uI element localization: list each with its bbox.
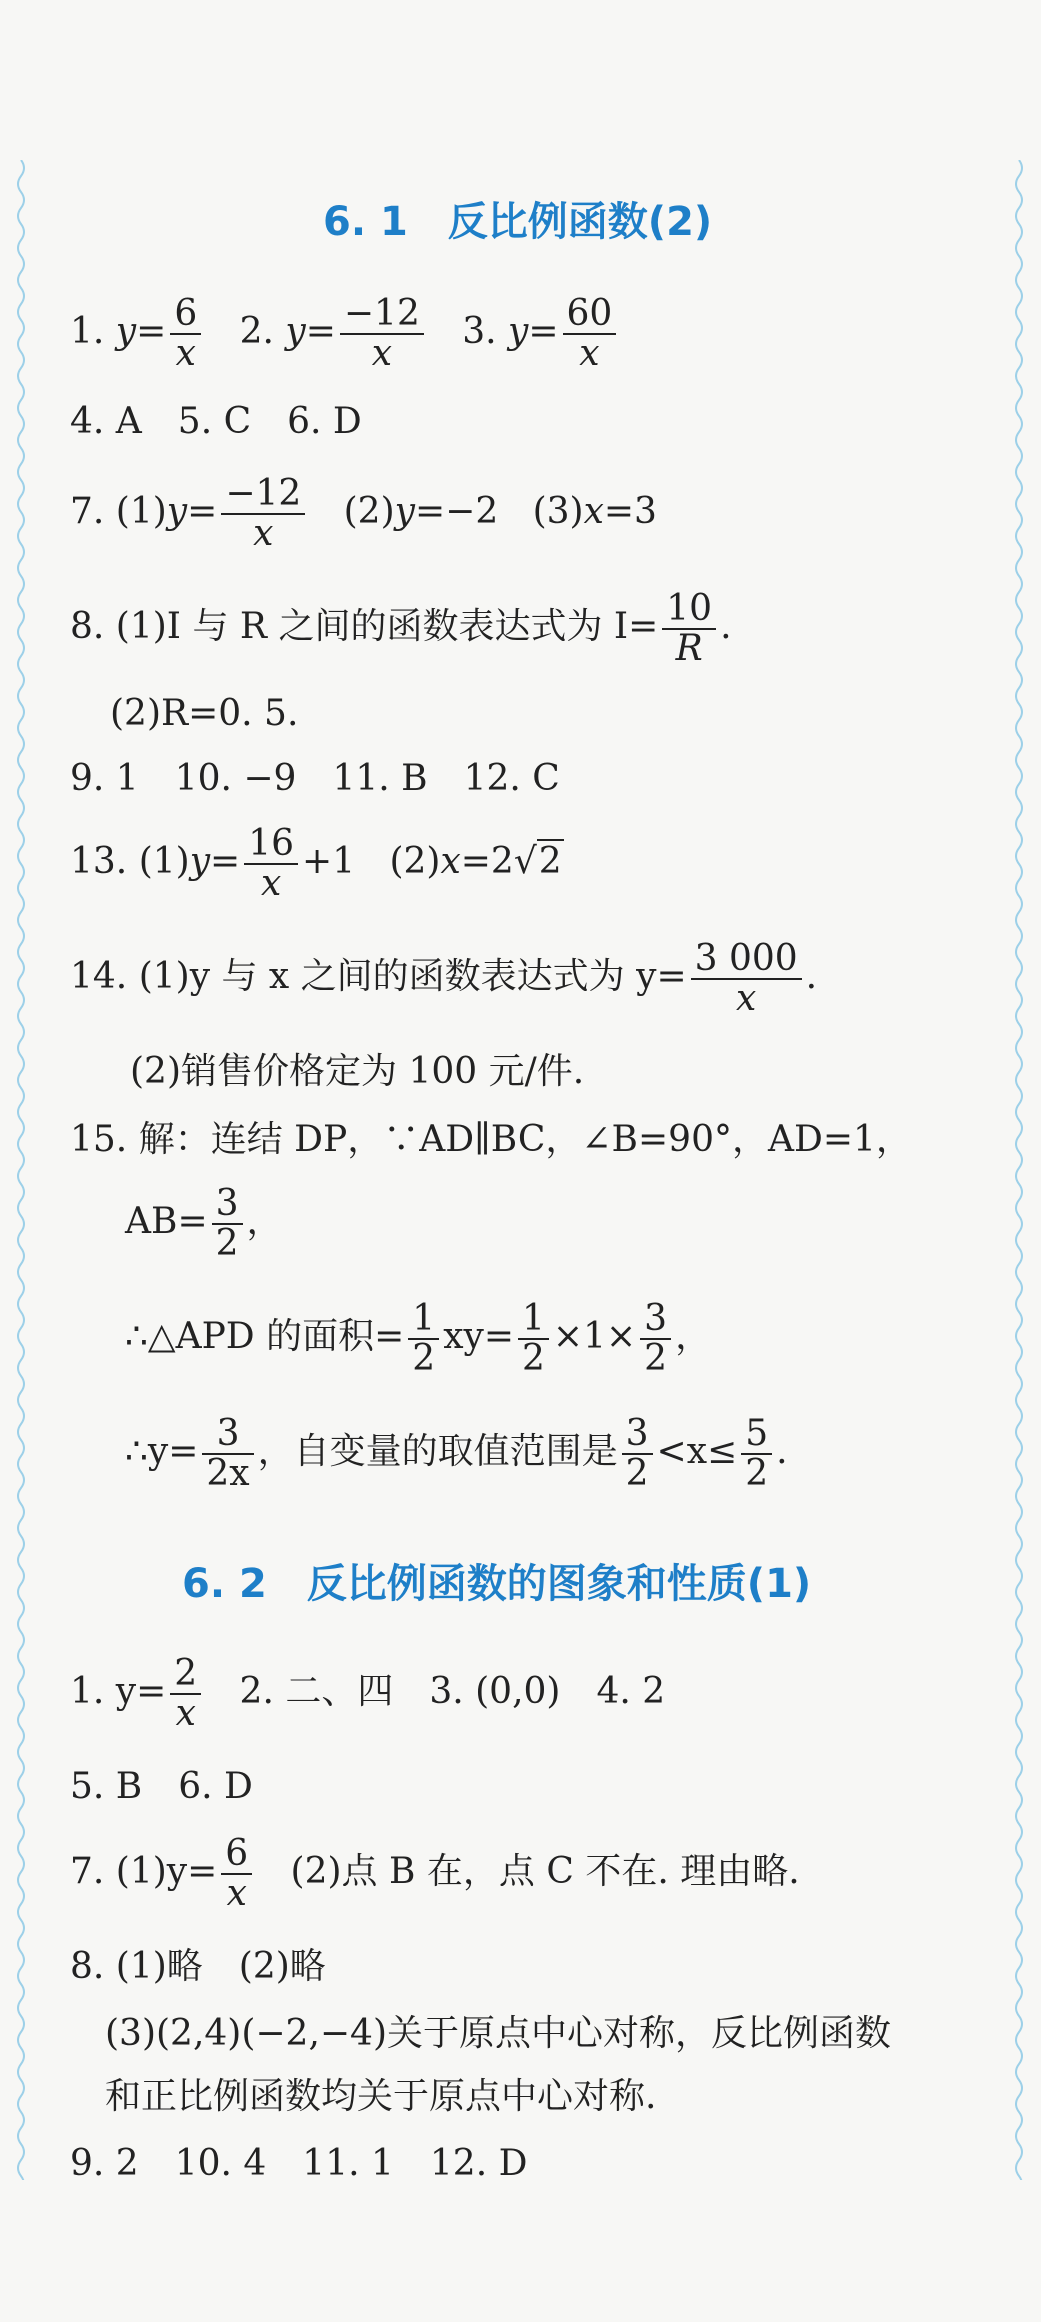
numerator: 6	[221, 1835, 252, 1875]
answer-line-s2-7	[70, 1835, 800, 1913]
denominator: 2	[412, 1338, 436, 1379]
answer-line-s2-5-6: 5. B 6. D	[70, 1766, 253, 1807]
q15b-end: ，	[246, 1201, 283, 1242]
denominator: x	[226, 1873, 247, 1914]
numerator: −12	[221, 475, 305, 515]
fraction	[640, 1300, 671, 1378]
numerator: 16	[244, 825, 298, 865]
radicand: 2	[538, 841, 562, 882]
fraction	[244, 825, 298, 903]
q15c-mid1: xy=	[443, 1316, 515, 1357]
q2-eq: =	[305, 311, 336, 352]
q15d-pre: ∴y=	[125, 1431, 199, 1472]
wavy-border-right	[1012, 160, 1026, 2180]
denominator: R	[675, 628, 703, 669]
answer-line-9-12: 9. 1 10. −9 11. B 12. C	[70, 758, 560, 799]
denominator: 2	[522, 1338, 545, 1379]
denominator: x	[175, 333, 196, 374]
q15c-mid2: ×1×	[552, 1316, 637, 1357]
answer-line-4-6: 4. A 5. C 6. D	[70, 401, 362, 442]
answer-line-s2-8b: (3)(2,4)(−2,−4)关于原点中心对称，反比例函数	[105, 2013, 892, 2054]
numerator: −12	[340, 295, 424, 335]
fraction	[202, 1415, 253, 1493]
numerator: 6	[170, 295, 201, 335]
denominator: 2	[215, 1223, 239, 1264]
answer-line-1-3: 1. y= $\frac{6}{x}$ 2. y= $\frac{-12}{x}$ 3. y= $\frac{60}{x}$	[70, 295, 620, 373]
fraction	[221, 1835, 252, 1913]
fraction	[170, 295, 201, 373]
fraction	[340, 295, 424, 373]
answer-line-8a	[70, 590, 732, 668]
s2-q2-4: 2. 二、四 3. (0,0) 4. 2	[239, 1671, 666, 1712]
denominator: 2	[745, 1453, 769, 1494]
q14-end: .	[805, 956, 818, 997]
q15d-end: .	[776, 1431, 788, 1472]
fraction	[662, 590, 716, 668]
q15d-mid: ，自变量的取值范围是	[257, 1431, 618, 1472]
numerator: 10	[662, 590, 716, 630]
numerator: 5	[741, 1415, 772, 1455]
q7-part2: (2)	[343, 491, 395, 532]
denominator: 2	[625, 1453, 649, 1494]
fraction	[563, 295, 617, 373]
q13-prefix: 13. (1)	[70, 841, 190, 882]
numerator: 3	[622, 1415, 653, 1455]
q2-prefix: 2.	[239, 311, 286, 352]
numerator: 3	[202, 1415, 253, 1455]
q1-eq: =	[136, 311, 167, 352]
denominator: 2	[644, 1338, 668, 1379]
denominator: x	[371, 333, 393, 374]
numerator: 3 000	[691, 940, 802, 980]
q8-text: 8. (1)I 与 R 之间的函数表达式为 I=	[70, 606, 659, 647]
q7-part2-value: =−2	[414, 491, 499, 532]
fraction	[741, 1415, 772, 1493]
numerator: 3	[640, 1300, 671, 1340]
denominator: x	[253, 513, 274, 554]
answer-line-15a: 15. 解：连结 DP，∵AD∥BC，∠B=90°，AD=1，	[70, 1119, 912, 1160]
q3-eq: =	[528, 311, 559, 352]
q13-part2-value: =2	[460, 841, 514, 882]
q14-text: 14. (1)y 与 x 之间的函数表达式为 y=	[70, 956, 687, 997]
denominator: x	[260, 863, 282, 904]
answer-line-15d	[125, 1415, 788, 1493]
q13-after: +1	[302, 841, 356, 882]
numerator: 1	[518, 1300, 549, 1340]
q7-part3: (3)	[532, 491, 584, 532]
q15c-pre: ∴△APD 的面积=	[125, 1316, 405, 1357]
q3-prefix: 3.	[462, 311, 508, 352]
answer-line-15c	[125, 1300, 711, 1378]
wavy-border-left	[14, 160, 28, 2180]
answer-line-s2-9-12: 9. 2 10. 4 11. 1 12. D	[70, 2143, 528, 2184]
section-title-6-2: 6. 2 反比例函数的图象和性质(1)	[182, 1561, 812, 1607]
fraction	[212, 1185, 243, 1263]
q1-prefix: 1.	[70, 311, 116, 352]
answer-line-s2-8c: 和正比例函数均关于原点中心对称.	[105, 2076, 657, 2117]
answer-line-13: 13. (1)y= $\frac{16}{x}$ +1 (2)x=2√2	[70, 823, 562, 904]
denominator: 2x	[206, 1453, 250, 1494]
section-title-6-1: 6. 1 反比例函数(2)	[323, 199, 713, 245]
s2-q7-prefix: 7. (1)y=	[70, 1851, 218, 1892]
q15b-pre: AB=	[125, 1201, 208, 1242]
denominator: x	[175, 1693, 196, 1734]
s2-q7-rest: (2)点 B 在，点 C 不在. 理由略.	[290, 1851, 800, 1892]
fraction	[221, 475, 305, 553]
answer-line-8b: (2)R=0. 5.	[110, 693, 299, 734]
denominator: x	[735, 978, 757, 1019]
fraction	[518, 1300, 549, 1378]
answer-line-15b	[125, 1185, 283, 1263]
square-root: √2	[513, 841, 562, 882]
answer-line-s2-1-4	[70, 1655, 665, 1733]
fraction	[408, 1300, 439, 1378]
q13-part2: (2)	[389, 841, 441, 882]
denominator: x	[579, 333, 600, 374]
numerator: 60	[563, 295, 617, 335]
numerator: 1	[408, 1300, 439, 1340]
q15d-inequality: <x≤	[656, 1431, 738, 1472]
answer-line-s2-8a: 8. (1)略 (2)略	[70, 1946, 326, 1987]
numerator: 2	[170, 1655, 201, 1695]
q15c-end: ，	[675, 1316, 712, 1357]
q8-end: .	[720, 606, 732, 647]
q7-part3-value: =3	[603, 491, 657, 532]
answer-line-14b: (2)销售价格定为 100 元/件.	[130, 1051, 585, 1092]
numerator: 3	[212, 1185, 243, 1225]
fraction	[170, 1655, 201, 1733]
answer-line-7: 7. (1)y= $\frac{-12}{x}$ (2)y=−2 (3)x=3	[70, 473, 657, 554]
answer-line-14a	[70, 940, 817, 1018]
fraction	[691, 940, 802, 1018]
q7-prefix: 7. (1)	[70, 491, 167, 532]
s2-q1-prefix: 1. y=	[70, 1671, 167, 1712]
fraction	[622, 1415, 653, 1493]
